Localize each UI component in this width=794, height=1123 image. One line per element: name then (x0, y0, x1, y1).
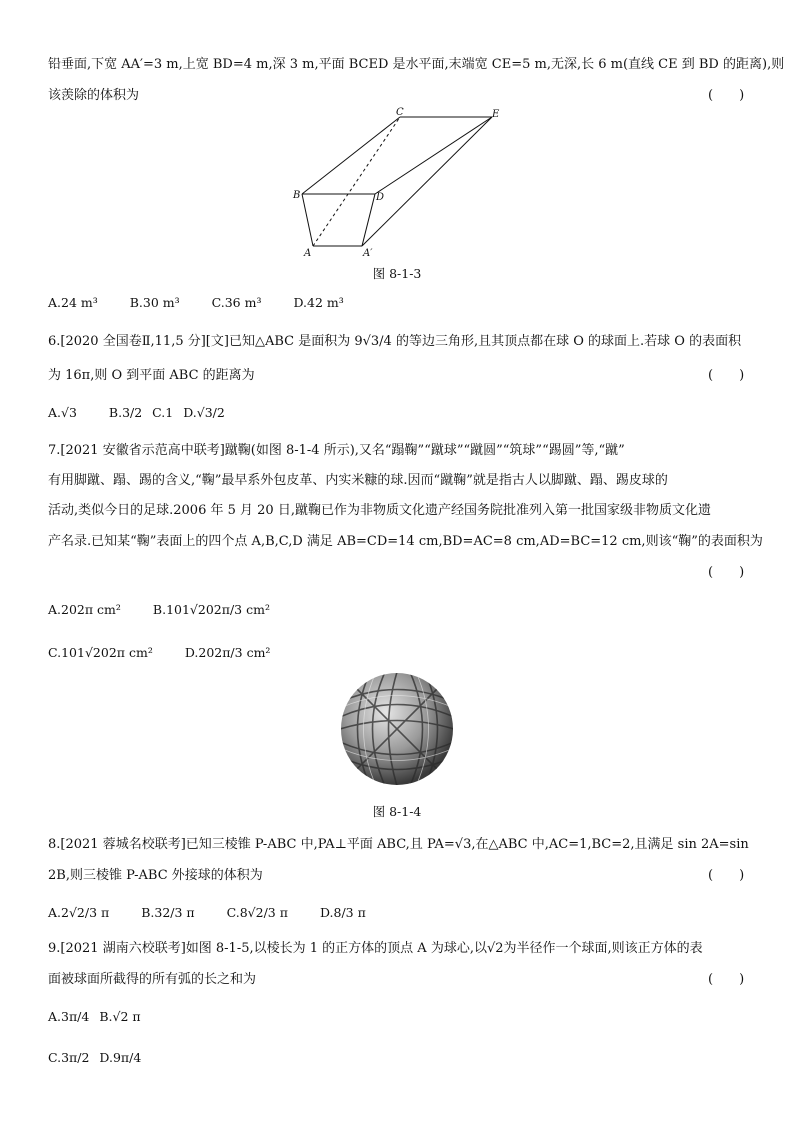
q9-option-c: C.3π/2 (48, 1050, 90, 1065)
q8-option-b: B.32/3 π (141, 905, 195, 920)
q9-options-row1 (48, 1007, 147, 1027)
figure-8-1-3-caption: 图 8-1-3 (372, 266, 422, 281)
label-A-prime: A′ (363, 248, 373, 259)
label-A: A (304, 248, 312, 259)
q5-option-b: B.30 m³ (129, 295, 180, 310)
q7-option-b: B.101√202π/3 cm² (152, 602, 270, 617)
q5-options (48, 293, 372, 313)
q7-options-row1 (48, 600, 276, 620)
q7-stem-line1: 7.[2021 安徽省示范高中联考]蹴鞠(如图 8-1-4 所示),又名“蹋鞠”“蹴球”“蹴圆”“筑球”“踢圆”等,“蹴” (48, 443, 625, 458)
q9-option-d: D.9π/4 (99, 1050, 142, 1065)
q8-stem-line2: 2B,则三棱锥 P-ABC 外接球的体积为 (48, 868, 263, 883)
label-D: D (376, 192, 385, 203)
q9-answer-paren: ( ) (708, 972, 745, 987)
q8-option-d: D.8/3 π (319, 905, 366, 920)
q7-option-a: A.202π cm² (48, 602, 121, 617)
q6-stem-line1: 6.[2020 全国卷Ⅱ,11,5 分][文]已知△ABC 是面积为 9√3/4 的等边三角形,且其顶点都在球 O 的球面上.若球 O 的表面积 (48, 334, 742, 349)
q5-option-d: D.42 m³ (293, 295, 344, 310)
q5-stem-line1: 铅垂面,下宽 AA′=3 m,上宽 BD=4 m,深 3 m,平面 BCED 是水平面,末端宽 CE=5 m,无深,长 6 m(直线 CE 到 BD 的距离),则 (48, 57, 785, 72)
label-C: C (396, 107, 404, 118)
q6-answer-paren: ( ) (708, 368, 745, 383)
q7-stem-line4: 产名录.已知某“鞠”表面上的四个点 A,B,C,D 满足 AB=CD=14 cm,BD=AC=8 cm,AD=BC=12 cm,则该“鞠”的表面积为 (48, 534, 763, 549)
q6-stem-line2: 为 16π,则 O 到平面 ABC 的距离为 (48, 368, 255, 383)
q5-answer-paren: ( ) (708, 88, 745, 103)
q9-stem-line2: 面被球面所截得的所有弧的长之和为 (48, 972, 257, 987)
q6-option-c: C.1 (152, 405, 174, 420)
label-E: E (492, 109, 500, 120)
q5-option-c: C.36 m³ (211, 295, 262, 310)
q8-stem-line1: 8.[2021 蓉城名校联考]已知三棱锥 P-ABC 中,PA⊥平面 ABC,且 PA=√3,在△ABC 中,AC=1,BC=2,且满足 sin 2A=sin (48, 837, 749, 852)
label-B: B (293, 190, 301, 201)
q8-options (48, 903, 372, 923)
q9-option-b: B.√2 π (99, 1009, 141, 1024)
q6-options (48, 403, 231, 423)
q9-stem-line1: 9.[2021 湖南六校联考]如图 8-1-5,以棱长为 1 的正方体的顶点 A 为球心,以√2为半径作一个球面,则该正方体的表 (48, 941, 703, 956)
q8-option-a: A.2√2/3 π (48, 905, 110, 920)
figure-8-1-4-caption: 图 8-1-4 (372, 804, 422, 819)
q8-answer-paren: ( ) (708, 868, 745, 883)
q7-answer-paren: ( ) (708, 565, 745, 580)
q7-stem-line2: 有用脚蹴、蹋、踢的含义,“鞠”最早系外包皮革、内实米糠的球.因而“蹴鞠”就是指古人以脚蹴、蹋、踢皮球的 (48, 473, 668, 488)
q6-option-a: A.√3 (48, 405, 77, 420)
q6-option-b: B.3/2 (108, 405, 143, 420)
figure-8-1-3 (0, 105, 794, 265)
q8-option-c: C.8√2/3 π (226, 905, 288, 920)
q7-option-c: C.101√202π cm² (48, 645, 153, 660)
q9-options-row2 (48, 1048, 147, 1068)
cuju-ball-image (340, 672, 454, 786)
q7-options-row2 (48, 643, 276, 663)
q7-stem-line3: 活动,类似今日的足球.2006 年 5 月 20 日,蹴鞠已作为非物质文化遗产经国务院批准列入第一批国家级非物质文化遗 (48, 503, 711, 518)
q9-option-a: A.3π/4 (48, 1009, 90, 1024)
q5-stem-line2: 该羡除的体积为 (48, 88, 140, 103)
q7-option-d: D.202π/3 cm² (184, 645, 271, 660)
q5-option-a: A.24 m³ (48, 295, 98, 310)
q6-option-d: D.√3/2 (183, 405, 225, 420)
